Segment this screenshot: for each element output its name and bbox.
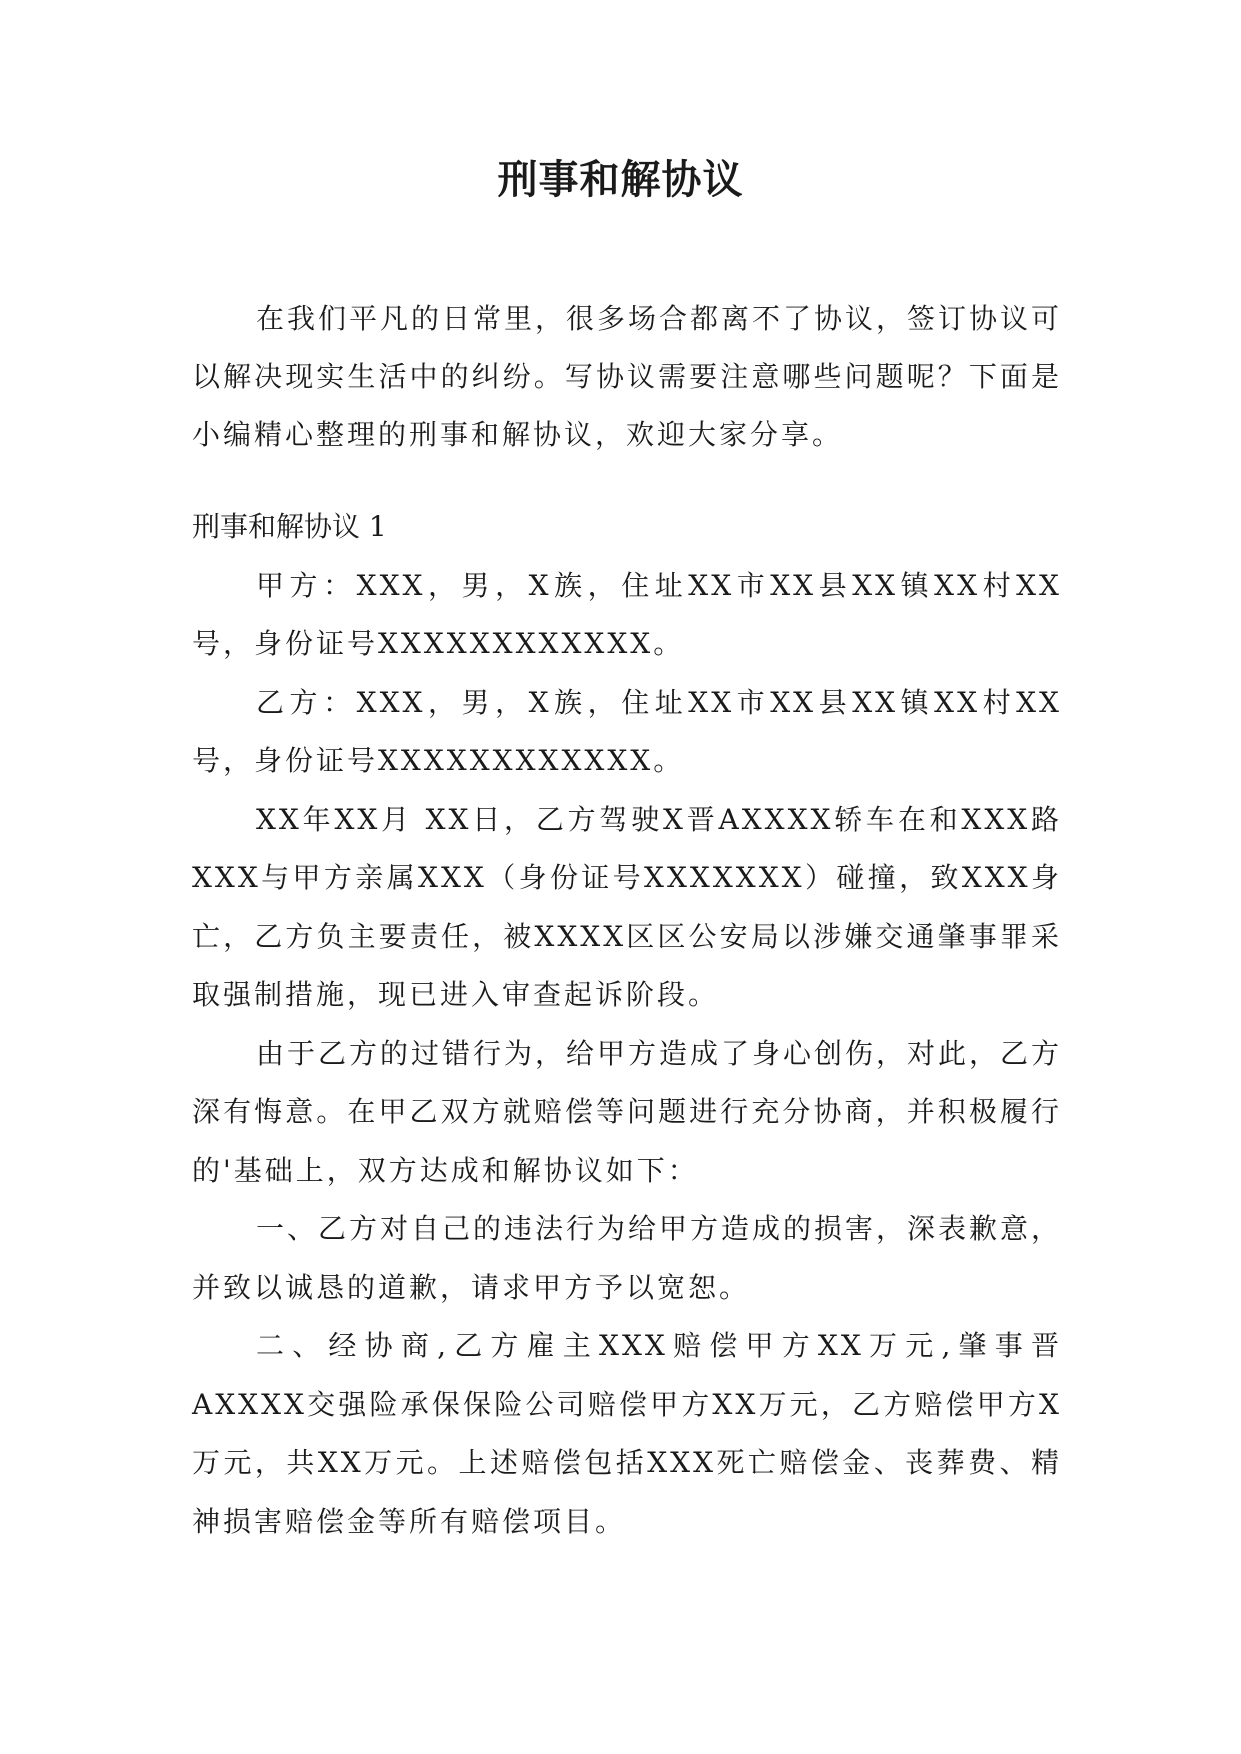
remorse-paragraph: 由于乙方的过错行为，给甲方造成了身心创伤，对此，乙方深有悔意。在甲乙双方就赔偿等问题进行充分协商，并积极履行的'基础上，双方达成和解协议如下：	[192, 1036, 1063, 1187]
clause-2-paragraph: 二、经协商,乙方雇主XXX赔偿甲方XX万元,肇事晋AXXXX交强险承保保险公司赔偿甲方XX万元，乙方赔偿甲方X万元，共XX万元。上述赔偿包括XXX死亡赔偿金、丧葬费、精神损害赔偿金等所有赔偿项目。	[192, 1329, 1062, 1538]
document-title: 刑事和解协议	[497, 157, 744, 203]
party-b-paragraph: 乙方：XXX，男，X族，住址XX市XX县XX镇XX村XX号，身份证号XXXXXXXXXXXX。	[192, 685, 1062, 777]
section-heading: 刑事和解协议 1	[192, 510, 387, 543]
incident-paragraph: XX年XX月 XX日，乙方驾驶X晋AXXXX轿车在和XXX路XXX与甲方亲属XXX（身份证号XXXXXXX）碰撞，致XXX身亡，乙方负主要责任，被XXXX区区公安局以涉嫌交通肇事罪采取强制措施，现已进入审查起诉阶段。	[192, 802, 1062, 1011]
clause-1-paragraph: 一、乙方对自己的违法行为给甲方造成的损害，深表歉意，并致以诚恳的道歉，请求甲方予以宽恕。	[192, 1212, 1063, 1304]
party-a-paragraph: 甲方：XXX，男，X族，住址XX市XX县XX镇XX村XX号，身份证号XXXXXXXXXXXX。	[192, 568, 1062, 660]
document-body	[192, 290, 1062, 1551]
intro-paragraph: 在我们平凡的日常里，很多场合都离不了协议，签订协议可以解决现实生活中的纠纷。写协议需要注意哪些问题呢？下面是小编精心整理的刑事和解协议，欢迎大家分享。	[192, 302, 1063, 451]
